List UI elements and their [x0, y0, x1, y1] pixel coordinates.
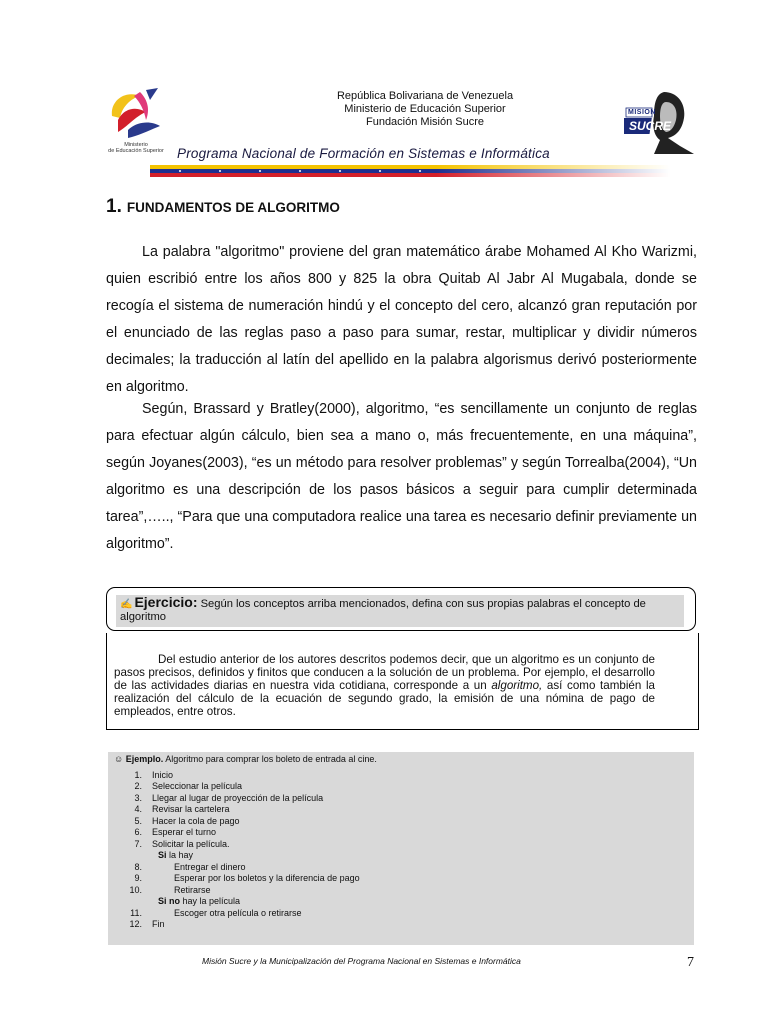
section-title-text: FUNDAMENTOS DE ALGORITMO — [126, 200, 340, 215]
institution-block — [240, 90, 610, 129]
smiley-icon: ☺ — [114, 754, 124, 764]
example-header — [114, 754, 377, 764]
exercise-prompt — [116, 595, 684, 627]
mision-label: MISION — [628, 109, 656, 116]
paragraph-1-text: La palabra "algoritmo" proviene del gran matemático árabe Mohamed Al Kho Warizmi, quien escribió entre los años 800 y 825 la obra Quitab Al Jabr Al Mugabala, donde se recogía el sistema de numeración hindú y el concepto del cero, alcanzó gran reputación por el enunciado de las reglas paso a paso para sumar, restar, multiplicar y dividir números decimales; la traducción al latín del apellido en la palabra algorismus derivó posteriormente en algoritmo. — [106, 244, 697, 395]
pencil-icon: ✍ — [120, 599, 133, 610]
paragraph-2-text: Según, Brassard y Bratley(2000), algoritmo, “es sencillamente un conjunto de reglas para efectuar algún cálculo, bien sea a mano o, más frecuentemente, en una máquina”, según Joyanes(2003), “es un método para resolver problemas” y según Torrealba(2004), “Un algoritmo es una descripción de los pasos básicos a seguir para cumplir determinada tarea”,….., “Para que una computadora realice una tarea es necesario definir previamente un algoritmo”. — [106, 401, 697, 552]
condition-no: Si no hay la película — [158, 896, 241, 906]
paragraph-1 — [106, 239, 697, 401]
program-title: Programa Nacional de Formación en Sistemas e Informática — [177, 146, 550, 161]
institution-line-2: Ministerio de Educación Superior — [344, 103, 506, 115]
answer-text — [114, 653, 655, 718]
flag-band — [150, 165, 670, 177]
exercise-box — [106, 587, 696, 631]
example-box: ☺ Ejemplo. Algoritmo para comprar los boleto de entrada al cine. 1. Inicio 2. Seleccionar la película 3. Llegar al lugar de proyección de la película 4. Revisar la cartelera 5. Hacer la cola de pago 6. Esperar el turno 7. Solicitar la película. Si la hay 8. Entregar el dinero 9. Esperar por los boletos y la diferencia de pago 10. Retirarse Si no hay la película 11. Escoger otra película o retirarse 12. Fin — [108, 752, 694, 945]
exercise-text: Según los conceptos arriba mencionados, defina con sus propias palabras el concepto de algoritmo — [120, 598, 646, 623]
example-label: Ejemplo. — [125, 754, 164, 764]
mision-sucre-logo — [624, 88, 696, 156]
paragraph-2 — [106, 396, 697, 558]
example-title: Algoritmo para comprar los boleto de entrada al cine. — [165, 754, 377, 764]
institution-line-3: Fundación Misión Sucre — [365, 116, 484, 128]
institution-line-1: República Bolivariana de Venezuela — [336, 90, 514, 102]
condition-yes: Si la hay — [158, 850, 194, 860]
answer-italic: algoritmo, — [491, 679, 543, 692]
section-heading — [106, 196, 340, 218]
answer-part-1: Del estudio anterior de los autores descritos podemos decir, que un algoritmo es un conjunto de pasos precisos, definidos y finitos que conducen a la solución de un problema. Por ejemplo, el desarrollo de las actividades diarias en nuestra vida cotidiana, corresponde a un — [114, 653, 655, 692]
sucre-label: SUCRE — [629, 119, 672, 133]
ministry-caption-2: de Educación Superior — [108, 148, 164, 154]
page-number: 7 — [687, 955, 694, 970]
footer-text: Misión Sucre y la Municipalización del Programa Nacional en Sistemas e Informática — [202, 956, 521, 966]
ministry-logo-icon — [106, 86, 166, 142]
answer-part-2: así como también la realización del cálculo de la ecuación de segundo grado, la emisión de una nómina de pago de empleados, entre otros. — [114, 679, 655, 718]
section-number: 1. — [106, 196, 122, 217]
ministry-logo — [100, 86, 172, 161]
ministry-caption-1: Ministerio — [124, 142, 148, 148]
exercise-label: Ejercicio: — [134, 594, 198, 610]
